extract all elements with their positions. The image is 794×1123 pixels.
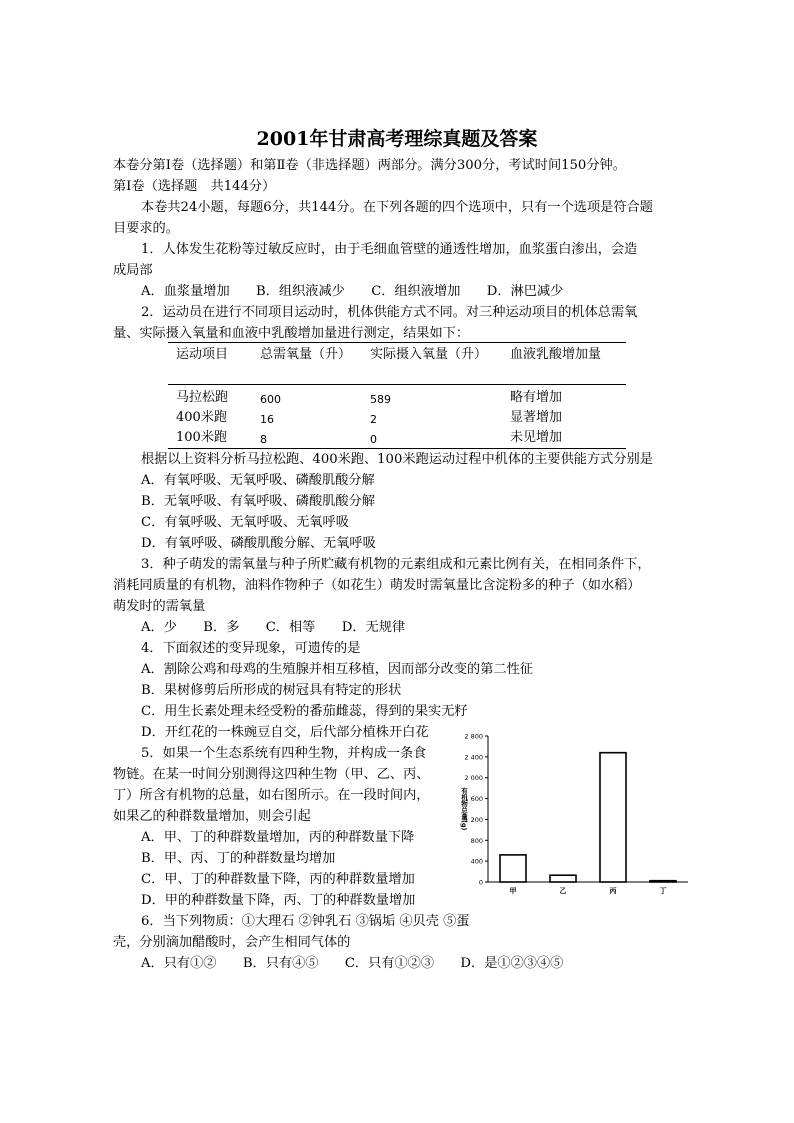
y-axis-label: 有机物总量(g): [460, 787, 468, 831]
q5-option: A．甲、丁的种群数量增加，丙的种群数量下降: [141, 830, 415, 845]
q5-stem-line: 如果乙的种群数量增加，则会引起: [113, 809, 311, 824]
y-tick-label: 1 600: [464, 795, 483, 804]
x-tick-label: 甲: [509, 887, 517, 895]
table-cell: 400米跑: [176, 410, 227, 425]
y-tick-label: 2 800: [464, 732, 483, 741]
part1-desc-line: 目要求的。: [113, 221, 179, 236]
table-cell: 略有增加: [510, 390, 563, 405]
table-header-cell: 实际摄入氧量（升）: [370, 347, 488, 362]
q2-stem-line: 量、实际摄入氧量和血液中乳酸增加量进行测定，结果如下：: [113, 326, 470, 341]
q4-stem: 4．下面叙述的变异现象，可遗传的是: [141, 641, 361, 656]
q5-option: B．甲、丙、丁的种群数量均增加: [141, 851, 336, 866]
table-cell: 589: [370, 393, 391, 406]
y-tick-label: 400: [470, 857, 483, 866]
q5-stem-line: 物链。在某一时间分别测得这四种生物（甲、乙、丙、: [113, 767, 430, 782]
table-header-cell: 运动项目: [176, 347, 229, 362]
y-tick-label: 800: [470, 836, 483, 845]
y-tick-label: 1 200: [464, 815, 483, 824]
intro-text: 本卷分第Ⅰ卷（选择题）和第Ⅱ卷（非选择题）两部分。满分300分，考试时间150分钟。: [113, 158, 626, 173]
table-cell: 8: [260, 433, 267, 446]
y-tick-label: 0: [478, 878, 483, 887]
x-tick-label: 丁: [659, 887, 667, 895]
table-header-rule: [168, 384, 626, 385]
bar: [550, 875, 576, 882]
table-cell: 2: [370, 413, 377, 426]
q3-options: A．少 B．多 C．相等 D．无规律: [141, 620, 406, 635]
q4-option: A．割除公鸡和母鸡的生殖腺并相互移植，因而部分改变的第二性征: [141, 662, 533, 677]
table-top-rule: [168, 342, 626, 343]
q3-stem-line: 萌发时的需氧量: [113, 599, 206, 614]
table-cell: 马拉松跑: [176, 390, 229, 405]
q5-stem-line: 5．如果一个生态系统有四种生物，并构成一条食: [141, 746, 427, 761]
q3-stem-line: 3．种子萌发的需氧量与种子所贮藏有机物的元素组成和元素比例有关，在相同条件下，: [141, 557, 651, 572]
q5-option: D．甲的种群数量下降，丙、丁的种群数量增加: [141, 893, 416, 908]
table-cell: 16: [260, 413, 274, 426]
q6-stem-line: 6．当下列物质：①大理石 ②钟乳石 ③锅垢 ④贝壳 ⑤蛋: [141, 914, 470, 929]
bar: [600, 753, 626, 882]
table-cell: 600: [260, 393, 281, 406]
q6-options: A．只有①② B．只有④⑤ C．只有①②③ D．是①②③④⑤: [141, 956, 564, 971]
page-title: 2001年甘肃高考理综真题及答案: [256, 128, 538, 150]
y-tick-label: 2 400: [464, 753, 483, 762]
q1-options: A．血浆量增加 B．组织液减少 C．组织液增加 D．淋巴减少: [141, 284, 564, 299]
q4-option: D．开红花的一株豌豆自交，后代部分植株开白花: [141, 725, 429, 740]
q5-option: C．甲、丁的种群数量下降，丙的种群数量增加: [141, 872, 415, 887]
table-cell: 显著增加: [510, 410, 563, 425]
table-cell: 100米跑: [176, 430, 227, 445]
q6-stem-line: 壳，分别滴加醋酸时，会产生相同气体的: [113, 935, 351, 950]
q5-stem-line: 丁）所含有机物的总量，如右图所示。在一段时间内，: [113, 788, 430, 803]
organic-matter-bar-chart: [452, 730, 696, 900]
q2-question: 根据以上资料分析马拉松跑、400米跑、100米跑运动过程中机体的主要供能方式分别是: [141, 452, 653, 467]
table-cell: 0: [370, 433, 377, 446]
table-cell: 未见增加: [510, 430, 563, 445]
x-tick-label: 丙: [609, 887, 617, 895]
data-table: [168, 342, 626, 449]
table-header-cell: 血液乳酸增加量: [510, 347, 602, 362]
q2-option: B．无氧呼吸、有氧呼吸、磷酸肌酸分解: [141, 494, 375, 509]
q1-stem-line: 成局部: [113, 263, 153, 278]
y-tick-label: 2 000: [464, 774, 483, 783]
q1-stem-line: 1．人体发生花粉等过敏反应时，由于毛细血管壁的通透性增加，血浆蛋白渗出，会造: [141, 242, 638, 257]
x-tick-label: 乙: [559, 887, 567, 895]
q2-stem-line: 2．运动员在进行不同项目运动时，机体供能方式不同。对三种运动项目的机体总需氧: [141, 305, 638, 320]
q2-option: C．有氧呼吸、无氧呼吸、无氧呼吸: [141, 515, 349, 530]
q2-option: D．有氧呼吸、磷酸肌酸分解、无氧呼吸: [141, 536, 376, 551]
part1-desc-line: 本卷共24小题，每题6分，共144分。在下列各题的四个选项中，只有一个选项是符合题: [141, 200, 653, 215]
table-bottom-rule: [168, 448, 626, 449]
part1-header: 第Ⅰ卷（选择题 共144分）: [113, 179, 276, 194]
q3-stem-line: 消耗同质量的有机物，油料作物种子（如花生）萌发时需氧量比含淀粉多的种子（如水稻）: [113, 578, 641, 593]
bar: [500, 855, 526, 882]
q4-option: B．果树修剪后所形成的树冠具有特定的形状: [141, 683, 402, 698]
q2-option: A．有氧呼吸、无氧呼吸、磷酸肌酸分解: [141, 473, 375, 488]
bar: [650, 881, 676, 882]
table-header-cell: 总需氧量（升）: [260, 347, 352, 362]
q4-option: C．用生长素处理未经受粉的番茄雌蕊，得到的果实无籽: [141, 704, 468, 719]
